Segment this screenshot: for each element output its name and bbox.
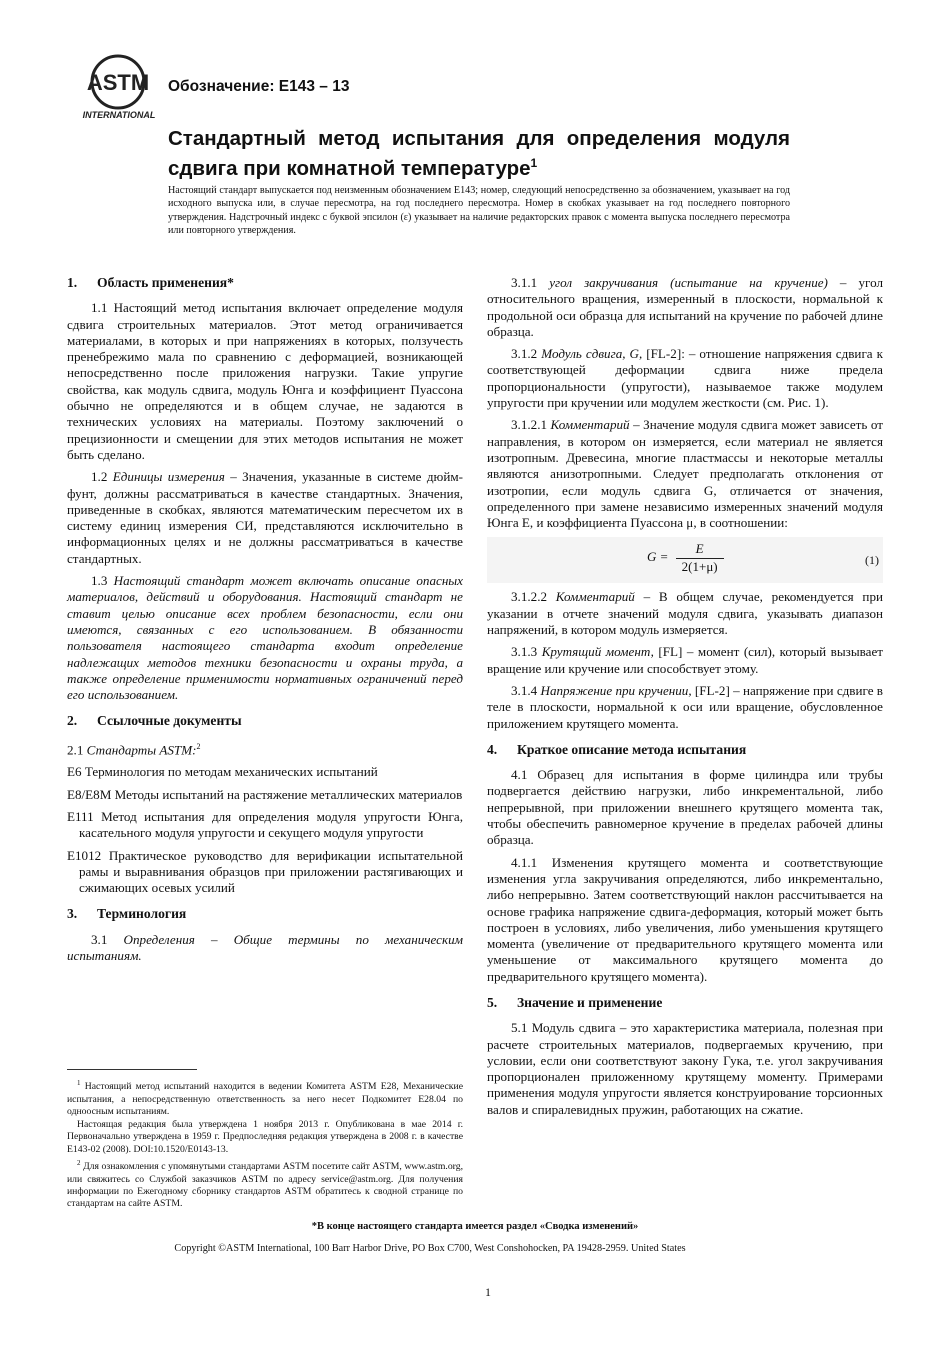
- section-3-heading: 3. Терминология: [67, 906, 187, 922]
- footnote-divider: [67, 1069, 197, 1070]
- logo-text: ASTM: [86, 70, 150, 95]
- preface-note: Настоящий стандарт выпускается под неизменным обозначением E143; номер, следующий непосредственно за обозначением, указывает на год исходного выпуска или, в случае пересмотра, на год последнего пересмотра. Номер в скобках указывает на год последнего повторного утверждения. Надстрочный индекс с буквой эпсилон (ε) указывает на наличие редакторских правок с момента выпуска последнего пересмотра или повторного утверждения.: [168, 185, 790, 237]
- left-column: [67, 275, 463, 970]
- section-4-heading: 4. Краткое описание метода испытания: [487, 741, 747, 757]
- paragraph-1-2: 1.2 Единицы измерения – Значения, указанные в системе дюйм-фунт, должны рассматриваться в качестве стандартных. Значения, приведенные в скобках, являются математическим пересчетом их в систему единиц измерения СИ, представляются исключительно в информационных целях и не должны рассматриваться в качестве стандартных.: [67, 469, 463, 566]
- reference-item: E6 Терминология по методам механических испытаний: [67, 764, 378, 780]
- page-title: [168, 126, 790, 181]
- paragraph-4-1: 4.1 Образец для испытания в форме цилиндра или трубы подвергается действию нагрузки, либо инкрементальной, либо непрерывной, при приложении внешнего крутящего момента так, чтобы обеспечить равномерное кручение в пределах рабочей длины образца.: [487, 767, 883, 848]
- page-number: 1: [485, 1285, 491, 1299]
- right-column: [487, 275, 883, 1124]
- designation: Обозначение: E143 – 13: [168, 78, 350, 95]
- equation-formula: G = $\frac{E}{2(1+\mu)}$: [647, 541, 724, 575]
- equation-number: (1): [865, 553, 879, 568]
- footnote-1-continued: Настоящая редакция была утверждена 1 ноября 2013 г. Опубликована в мае 2014 г. Первоначально утверждена в 1959 г. Предпоследняя редакция утверждена в 2008 г. в качестве E143-02 (2008). DOI:10.1520/E0143-13.: [67, 1119, 463, 1155]
- logo-subtext: INTERNATIONAL: [82, 110, 156, 120]
- title-footnote-mark: 1: [530, 156, 538, 170]
- copyright-line: Copyright ©ASTM International, 100 Barr Harbor Drive, PO Box C700, West Conshohocken, PA 19428-2959. United States: [174, 1243, 686, 1254]
- equation-1: [487, 537, 883, 583]
- paragraph-2-1: 2.1 Стандарты ASTM:$^2$: [67, 741, 201, 758]
- paragraph-1-3: 1.3 Настоящий стандарт может включать описание опасных материалов, действий и оборудования. Настоящий стандарт не ставит целью описание всех проблем безопасности, если они имеются, связанных с его использованием. В обязанности пользователя настоящего стандарта входит определение надлежащих методов техники безопасности и охраны труда, а также определение применимости нормативных ограничений перед его использованием.: [67, 573, 463, 703]
- paragraph-5-1: 5.1 Модуль сдвига – это характеристика материала, полезная при расчете строительных материалов, подвергаемых кручению, при условии, если они соответствуют закону Гука, т.е. угол закручивания пропорционален приложенному крутящему моменту. Примерами применения модуля упругости является конструирование торсионных валов и спиралевидных пружин, работающих на сжатие.: [487, 1020, 883, 1117]
- paragraph-3-1-2: 3.1.2 Модуль сдвига, G, [FL-2]: – отношение напряжения сдвига к соответствующей деформации сдвига ниже предела пропорциональности (упругости), называемое также модулем упругости при кручении или модулем жесткости (см. Рис. 1).: [487, 346, 884, 411]
- footnotes: [67, 1077, 463, 1211]
- paragraph-3-1-1: 3.1.1 угол закручивания (испытание на кручение) – угол относительного вращения, измеренный в плоскости, нормальной к продольной оси образца для испытаний на кручение по рабочей длине образца.: [487, 275, 883, 339]
- astm-logo: [78, 52, 160, 122]
- section-5-heading: 5. Значение и применение: [487, 994, 663, 1010]
- paragraph-3-1: 3.1 Определения – Общие термины по механическим испытаниям.: [67, 931, 463, 964]
- summary-of-changes-note: *В конце настоящего стандарта имеется раздел «Сводка изменений»: [311, 1221, 639, 1232]
- paragraph-3-1-3: 3.1.3 Крутящий момент, [FL] – момент (сил), который вызывает вращение или кручение или способствует этому.: [487, 644, 883, 676]
- paragraph-3-1-4: 3.1.4 Напряжение при кручении, [FL-2] – напряжение при сдвиге в теле в плоскости, нормальной к оси или вращение, обусловленное приложением крутящего момента.: [487, 682, 883, 731]
- section-1-heading: 1. Область применения*: [67, 275, 234, 290]
- reference-item: E111 Метод испытания для определения модуля упругости Юнга, касательного модуля упругости и секущего модуля упругости: [67, 808, 463, 841]
- reference-item: E1012 Практическое руководство для верификации испытательной рамы и выравнивания образцов при приложении растягивающих и сжимающих осевых усилий: [67, 847, 463, 896]
- paragraph-3-1-2-2: 3.1.2.2 Комментарий – В общем случае, рекомендуется при указании в отчете значений модуля сдвига, указывать диапазон напряжений, в котором модуль измеряется.: [487, 589, 883, 638]
- paragraph-4-1-1: 4.1.1 Изменения крутящего момента и соответствующие изменения угла закручивания определяются, либо инкрементально, либо непрерывно. Затем соответствующий наклон рассчитывается на основе графика напряжение сдвига-деформация, который может быть построен в условиях, либо увеличения, либо уменьшения крутящего момента (увеличение от предварительного крутящего момента или уменьшение от максимального крутящего момента до предварительного крутящего момента).: [487, 854, 883, 984]
- section-2-heading: 2. Ссылочные документы: [67, 713, 242, 729]
- reference-item: E8/E8M Методы испытаний на растяжение металлических материалов: [67, 786, 463, 802]
- paragraph-3-1-2-1: 3.1.2.1 Комментарий – Значение модуля сдвига может зависеть от направления, в котором он измеряется, если материал не является изотропным. Древесина, многие пластмассы и некоторые металлы являются анизотропными. Следует предполагать отклонения от изотропии, если модуль сдвига G, отличается от значения, определенного при замене независимо измеренных значений модуля Юнга E, и коэффициента Пуассона μ, в соотношении:: [487, 417, 883, 531]
- footnote-1: $^1$ Настоящий метод испытаний находится в ведении Комитета ASTM E28, Механические испытания, а непосредственную ответственность за него несет Подкомитет E28.04 по одноосным испытаниям.: [67, 1079, 463, 1117]
- title-text: Стандартный метод испытания для определения модуля сдвига при комнатной температуре: [168, 127, 790, 180]
- footnote-2: $^2$ Для ознакомления с упомянутыми стандартами ASTM посетите сайт ASTM, www.astm.org, или свяжитесь со Службой заказчиков ASTM по адресу service@astm.org. Для получения информации по Ежегодному сборнику стандартов ASTM обратитесь к сводной странице по стандартам на сайте ASTM.: [67, 1159, 463, 1210]
- paragraph-1-1: 1.1 Настоящий метод испытания включает определение модуля сдвига строительных материалов. Этот метод ограничивается материалами, в которых и при напряжениях в которых, ползучесть пренебрежимо мала по сравнению с деформацией, возникающей непосредственно после приложения нагрузки. Такие упругие свойства, как модуль сдвига, модуль Юнга и коэффициент Пуассона обычно не определяются и в общем случае, не задаются в технических условиях на материалы. Поэтому заключений о прецизионности и смещении для этих методов испытания не может быть сделано.: [67, 300, 463, 462]
